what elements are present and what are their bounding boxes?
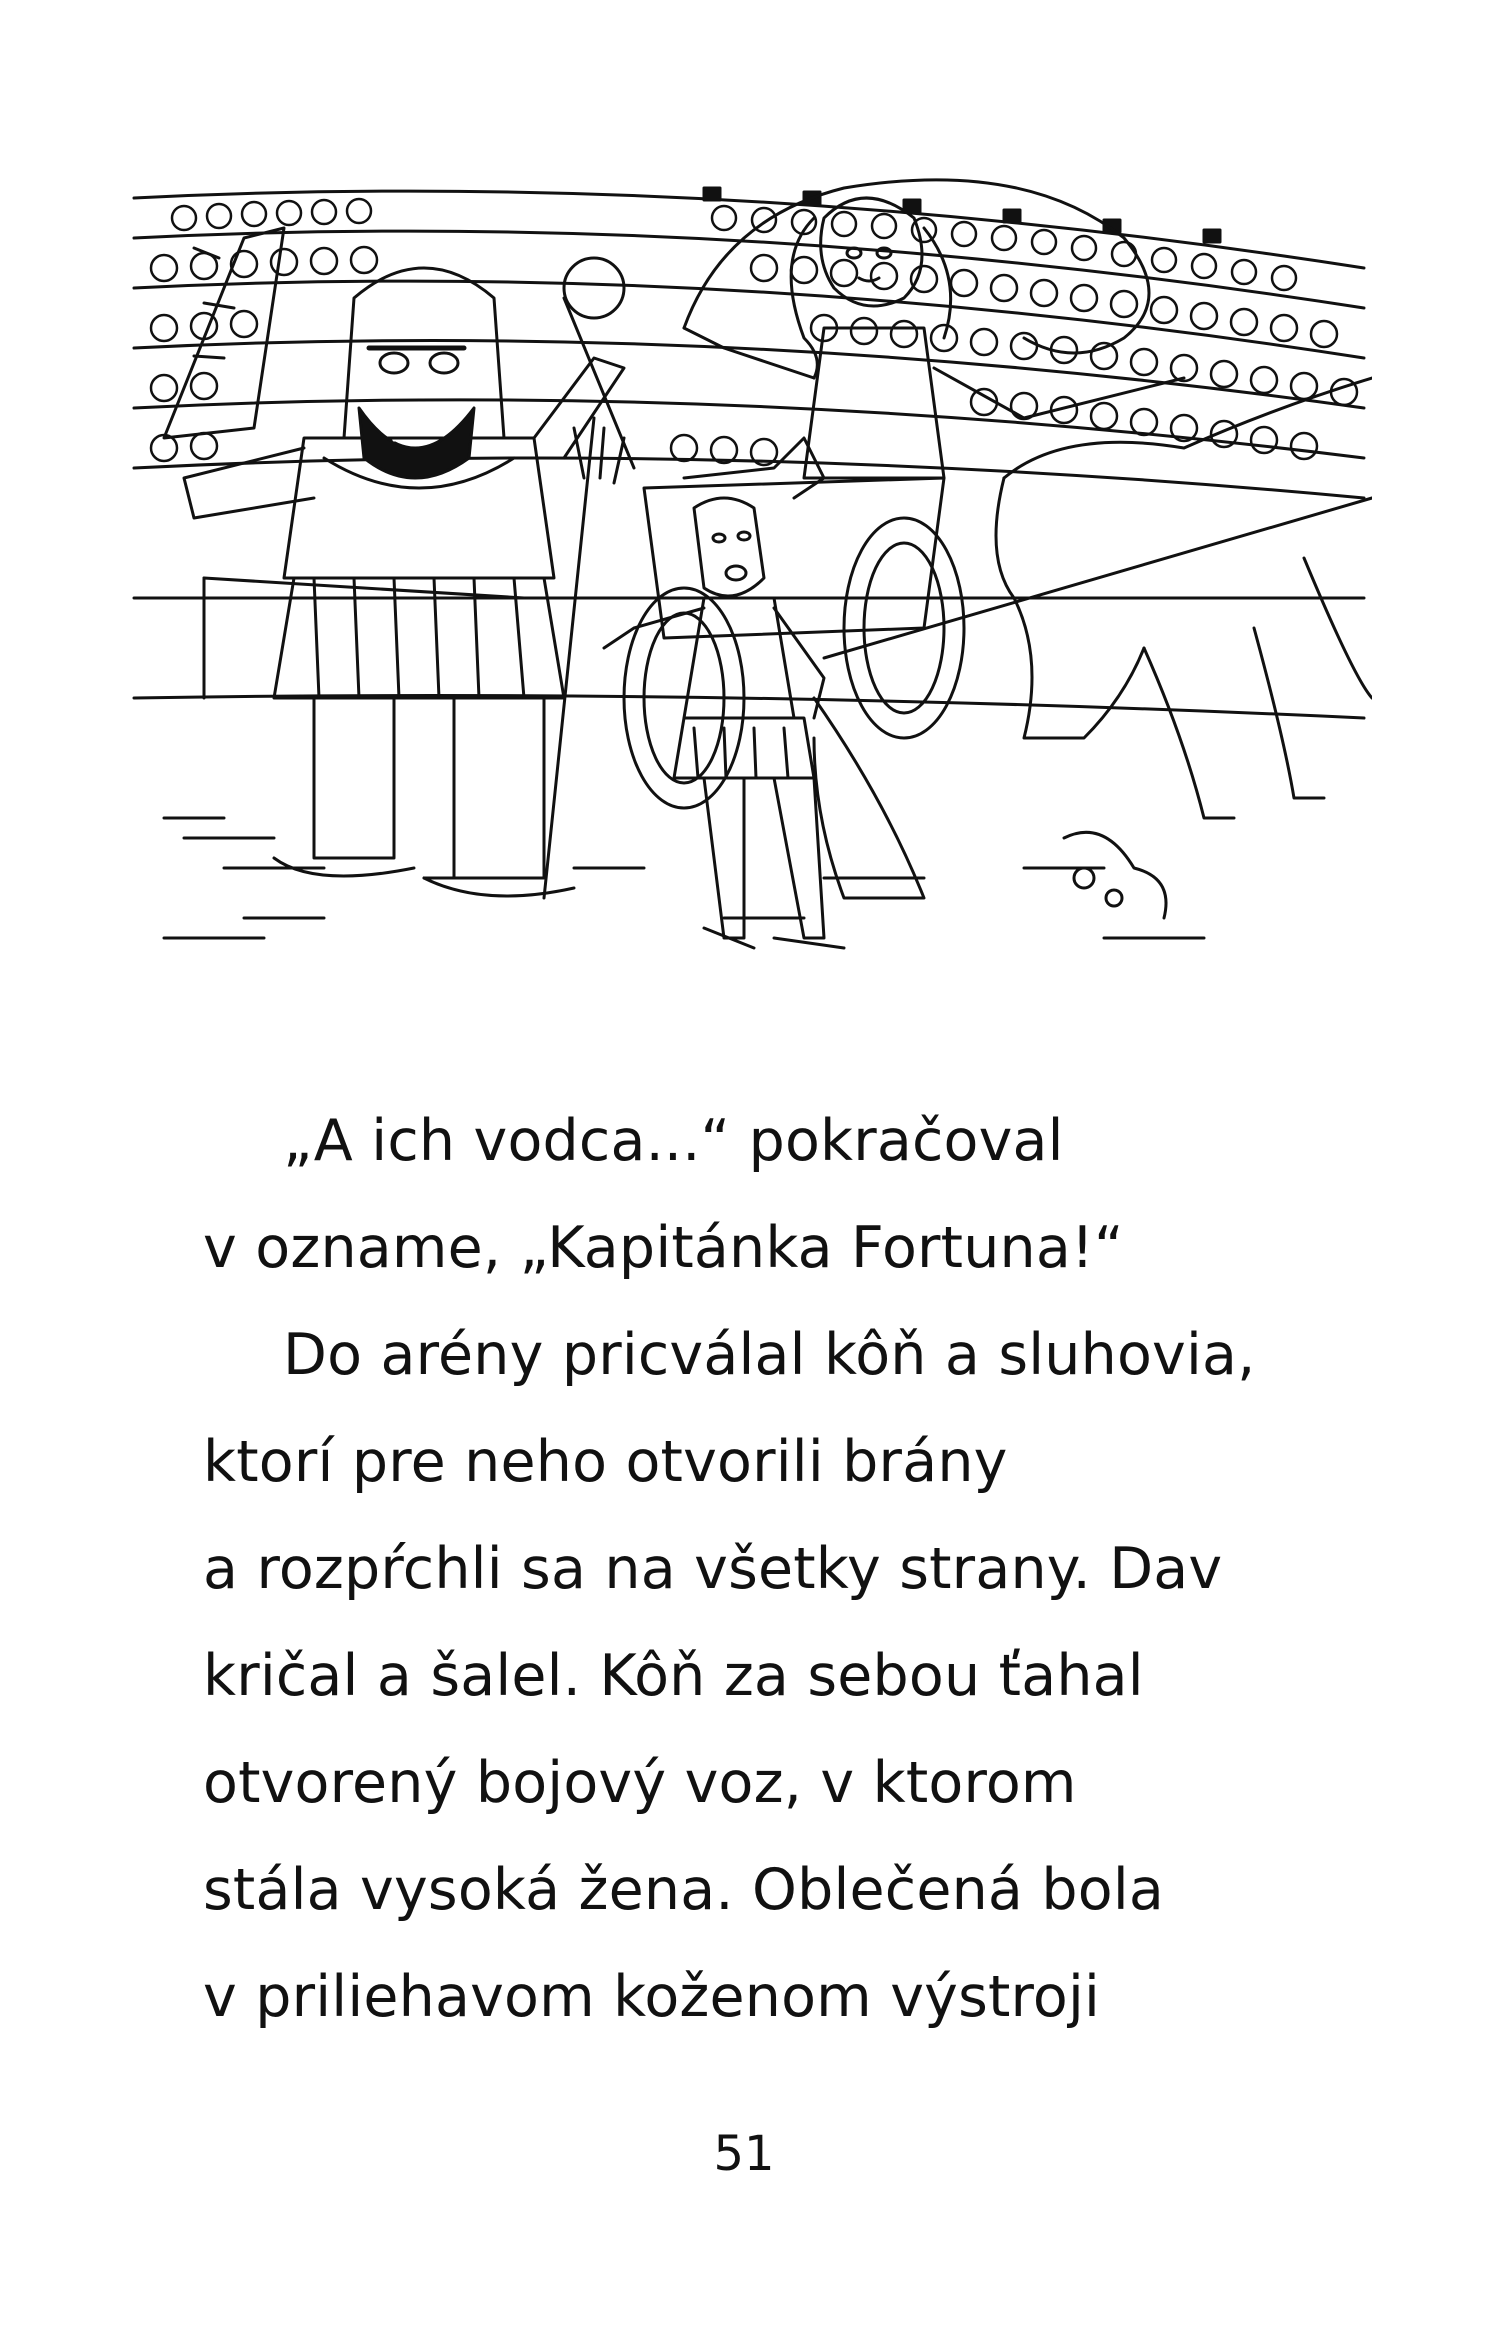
text-line: „A ich vodca...“ pokračoval [283, 1108, 1064, 1174]
chariot-woman-drawing [624, 180, 1184, 808]
story-text [203, 1088, 1343, 2051]
text-line: Do arény pricválal kôň a sluhovia, [283, 1322, 1256, 1388]
small-man-drawing [604, 438, 924, 948]
arena-stands-drawing [134, 188, 1364, 698]
arena-ground-drawing [134, 696, 1364, 939]
text-line: v priliehavom koženom výstroji [203, 1964, 1101, 2030]
text-line: ktorí pre neho otvorili brány [203, 1429, 1008, 1495]
text-line: stála vysoká žena. Oblečená bola [203, 1857, 1164, 1923]
text-line: a rozpŕchli sa na všetky strany. Dav [203, 1536, 1223, 1602]
text-line: otvorený bojový voz, v ktorom [203, 1750, 1077, 1816]
text-line: v ozname, „Kapitánka Fortuna!“ [203, 1215, 1124, 1281]
armored-warrior-drawing [164, 228, 634, 898]
page-number: 51 [713, 2126, 775, 2182]
horse-drawing [824, 378, 1372, 918]
text-line: kričal a šalel. Kôň za sebou ťahal [203, 1643, 1144, 1709]
arena-chariot-illustration [124, 178, 1372, 978]
